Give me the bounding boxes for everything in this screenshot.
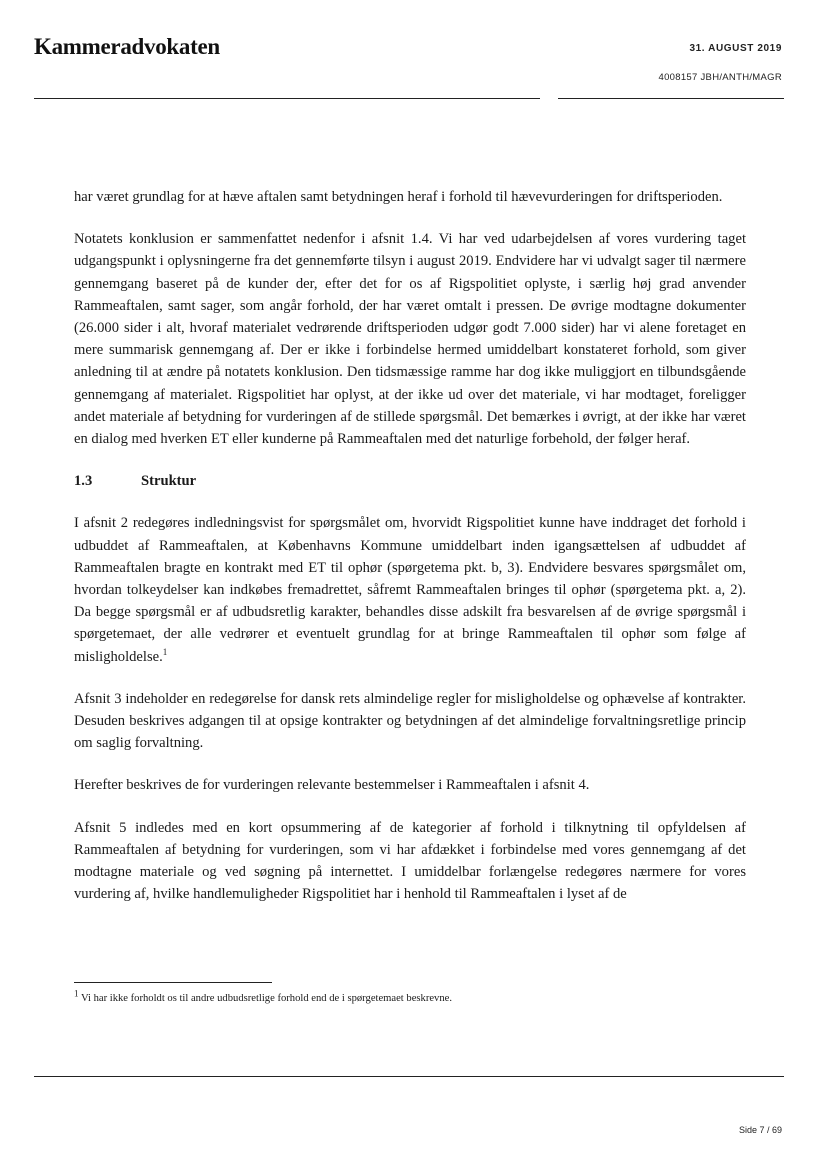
paragraph-text: I afsnit 2 redegøres indledningsvist for spørgsmålet om, hvorvidt Rigspolitiet kunne have inddraget det forhold i udbuddet af Rammeaftalen, at Københavns Kommune umiddelbart inden igangsættelsen af udbuddet af Rammeaftalen bragte en kontrakt med ET til ophør (spørgetema pkt. b, 3). Endvidere besvares spørgsmålet om, hvordan tolkeydelser kan indkøbes fremadrettet, såfremt Rammeaftalen bringes til ophør (spørgetema pkt. a, 2). Da begge spørgsmål er af udbudsretlig karakter, behandles disse adskilt fra besvarelsen af de øvrige spørgsmål i spørgetemaet, der alle vedrører et eventuelt grundlag for at bringe Rammeaftalen til ophør som følge af misligholdelse. (74, 515, 746, 665)
paragraph: Notatets konklusion er sammenfattet nedenfor i afsnit 1.4. Vi har ved udarbejdelsen af vores vurdering taget udgangspunkt i oplysningerne fra det gennemførte tilsyn i august 2019. Endvidere har vi udvalgt sager til nærmere gennemgang baseret på de kunder der, efter det for os af Rigspolitiet oplyste, i særlig høj grad anvender Rammeaftalen, samt sager, som angår forhold, der har været omtalt i pressen. De øvrige modtagne dokumenter (26.000 sider i alt, hvoraf materialet vedrørende driftsperioden udgør godt 7.000 sider) har vi alene foretaget en mere summarisk gennemgang af. Der er ikke i forbindelse hermed umiddelbart konstateret forhold, som giver anledning til at ændre på notatets konklusion. Den tidsmæssige ramme har dog ikke muliggjort en tilbundsgående gennemgang af materialet. Rigspolitiet har oplyst, at der ikke ud over det materiale, vi har modtaget, foreligger andet materiale af betydning for vurderingen af de stillede spørgsmål. Det bemærkes i øvrigt, at der ikke har været en dialog med hverken ET eller kunderne på Rammeaftalen med det naturlige forbehold, der følger heraf. (74, 231, 746, 448)
page-number: Side 7 / 69 (738, 1125, 782, 1135)
paragraph: Afsnit 5 indledes med en kort opsummering af de kategorier af forhold i tilknytning til opfyldelsen af Rammeaftalen af betydning for vurderingen, som vi har afdækket i forbindelse med vores gennemgang af det modtagne materiale og ved søgning på internettet. I umiddelbar forlængelse redegøres nærmere for vores vurdering af, hvilke handlemuligheder Rigspolitiet har i henhold til Rammeaftalen i lyset af de (74, 819, 746, 903)
section-number: 1.3 (74, 473, 93, 490)
document-date: 31. AUGUST 2019 (689, 43, 782, 54)
section-title: Struktur (141, 473, 197, 490)
paragraph: har været grundlag for at hæve aftalen samt betydningen heraf i forhold til hævevurderingen for driftsperioden. (74, 189, 723, 205)
footer-divider (34, 1076, 784, 1077)
page-body (74, 186, 746, 925)
header-divider-right (558, 98, 784, 99)
paragraph (74, 512, 746, 667)
footnote-divider (74, 982, 272, 983)
paragraph: Herefter beskrives de for vurderingen relevante bestemmelser i Rammeaftalen i afsnit 4. (74, 777, 590, 794)
footnote-text: Vi har ikke forholdt os til andre udbudsretlige forhold end de i spørgetemaet beskrevne. (80, 993, 452, 1004)
section-heading (74, 470, 746, 492)
footnote (74, 988, 746, 1006)
document-reference: 4008157 JBH/ANTH/MAGR (658, 72, 782, 83)
logo: Kammeradvokaten (34, 34, 220, 59)
footnote-reference[interactable]: 1 (162, 646, 168, 657)
footnote-number: 1 (74, 988, 79, 999)
paragraph: Afsnit 3 indeholder en redegørelse for dansk rets almindelige regler for misligholdelse og ophævelse af kontrakter. Desuden beskrives adgangen til at opsige kontrakter og betydningen af det almindelige forvaltningsretlige princip om saglig forvaltning. (74, 690, 746, 752)
header-divider-left (34, 98, 540, 99)
